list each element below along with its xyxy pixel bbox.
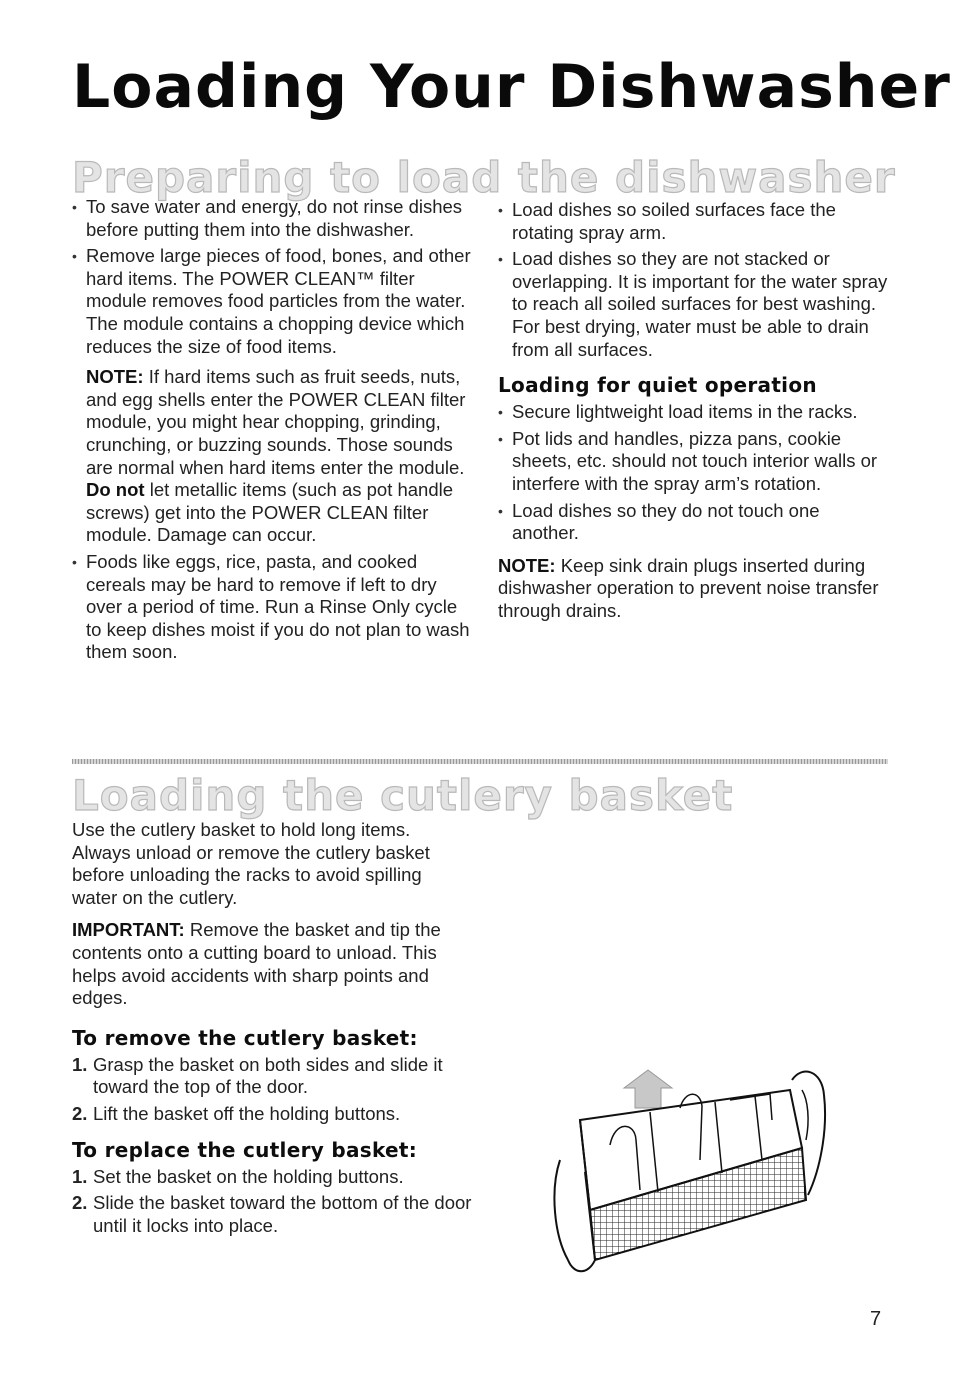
preparing-left-column bbox=[72, 196, 472, 668]
cutlery-column bbox=[72, 819, 472, 1241]
section-divider bbox=[72, 759, 888, 764]
cutlery-heading: Loading the cutlery basket bbox=[72, 771, 734, 820]
remove-basket-heading: To remove the cutlery basket: bbox=[72, 1025, 418, 1050]
list-item: • Foods like eggs, rice, pasta, and cooked cereals may be hard to remove if left to dry over a period of time. Run a Rinse Only cycle to keep dishes moist if you do not plan to wash them soon. bbox=[72, 551, 472, 664]
step-item: 1. Grasp the basket on both sides and slide it toward the top of the door. bbox=[72, 1053, 443, 1098]
replace-basket-heading: To replace the cutlery basket: bbox=[72, 1137, 418, 1162]
lift-arrow-icon bbox=[624, 1070, 672, 1108]
list-item: • Pot lids and handles, pizza pans, cookie sheets, etc. should not touch interior walls or interfere with the spray arm’s rotation. bbox=[498, 428, 888, 496]
do-not-emphasis: Do not bbox=[86, 479, 145, 501]
important-note: IMPORTANT: Remove the basket and tip the contents onto a cutting board to unload. This helps avoid accidents with sharp points and edges. bbox=[72, 919, 441, 1009]
list-item: • Load dishes so soiled surfaces face the rotating spray arm. bbox=[498, 199, 888, 244]
list-item: • Load dishes so they are not stacked or overlapping. It is important for the water spray to reach all soiled surfaces for best washing. For best drying, water must be able to drain from all surfaces. bbox=[498, 248, 888, 361]
preparing-heading: Preparing to load the dishwasher bbox=[72, 153, 896, 202]
cutlery-basket-illustration bbox=[540, 1060, 840, 1280]
step-item: 1. Set the basket on the holding buttons. bbox=[72, 1165, 404, 1187]
list-item: • Remove large pieces of food, bones, and other hard items. The POWER CLEAN™ filter module removes food particles from the water. The module contains a chopping device which reduces the size of food items. NOTE: If hard items such as fruit seeds, nuts, and egg shells enter the POWER CLEAN filter module, you might hear chopping, grinding, crunching, or buzzing sounds. Those sounds are normal when hard items enter the module. Do not let metallic items (such as pot handle screws) get into the POWER CLEAN filter module. Damage can occur. bbox=[72, 245, 472, 547]
important-label: IMPORTANT: bbox=[72, 919, 185, 941]
quiet-operation-heading: Loading for quiet operation bbox=[498, 373, 817, 398]
step-item: 2. Slide the basket toward the bottom of the door until it locks into place. bbox=[72, 1192, 472, 1236]
note-label: NOTE: bbox=[498, 554, 556, 576]
drain-note: NOTE: Keep sink drain plugs inserted during dishwasher operation to prevent noise transfer through drains. bbox=[498, 554, 879, 621]
page-number: 7 bbox=[870, 1308, 882, 1330]
list-item: • To save water and energy, do not rinse dishes before putting them into the dishwasher. bbox=[72, 196, 472, 241]
list-item: • Secure lightweight load items in the racks. bbox=[498, 401, 888, 424]
page-title: Loading Your Dishwasher bbox=[72, 52, 951, 122]
basket-icon bbox=[554, 1072, 825, 1272]
preparing-right-column bbox=[498, 199, 888, 623]
note-label: NOTE: bbox=[86, 366, 144, 388]
filter-note: NOTE: If hard items such as fruit seeds, nuts, and egg shells enter the POWER CLEAN filter module, you might hear chopping, grinding, crunching, or buzzing sounds. Those sounds are normal when hard items enter the module. Do not let metallic items (such as pot handle screws) get into the POWER CLEAN filter module. Damage can occur. bbox=[86, 366, 466, 546]
step-item: 2. Lift the basket off the holding buttons. bbox=[72, 1102, 401, 1124]
list-item: • Load dishes so they do not touch one another. bbox=[498, 500, 888, 545]
cutlery-intro: Use the cutlery basket to hold long items. Always unload or remove the cutlery basket before unloading the racks to avoid spilling water on the cutlery. bbox=[72, 819, 430, 908]
